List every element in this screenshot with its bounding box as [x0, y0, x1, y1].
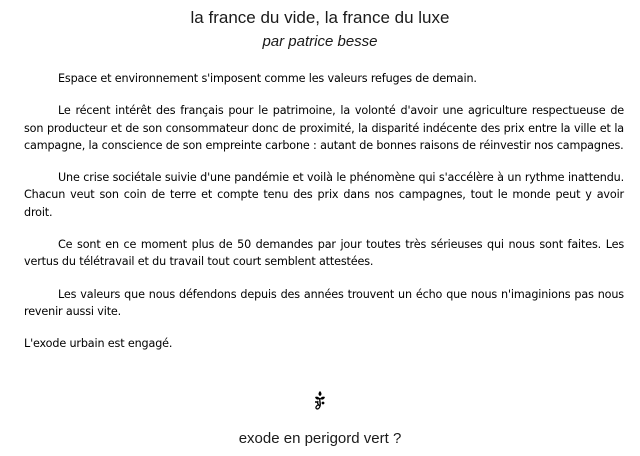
article-paragraph-5: Les valeurs que nous défendons depuis des années trouvent un écho que nous n'imaginions pas nous revenir aussi vite. — [24, 287, 624, 318]
article-body — [24, 70, 624, 368]
author-byline: par patrice besse — [262, 33, 378, 50]
article-paragraph-3: Une crise sociétale suivie d'une pandémie et voilà le phénomène qui s'accélère à un rythme inattendu. Chacun veut son coin de terre et compte tenu des prix dans nos campagnes, tout le monde peut y avoir droit. — [24, 171, 624, 219]
article-paragraph-4: Ce sont en ce moment plus de 50 demandes par jour toutes très sérieuses qui nous sont faites. Les vertus du télétravail et du travail tout court semblent attestées. — [24, 238, 624, 269]
article-paragraph-1: Espace et environnement s'imposent comme les valeurs refuges de demain. — [58, 72, 477, 85]
article-paragraph-6: L'exode urbain est engagé. — [24, 337, 173, 351]
page-title: la france du vide, la france du luxe — [190, 8, 450, 27]
article-paragraph-2: Le récent intérêt des français pour le patrimoine, la volonté d'avoir une agriculture respectueuse de son producteur et de son consommateur donc de proximité, la disparité indécente des prix entre la ville et la campagne, la conscience de son empreinte carbone : autant de bonnes raisons de réinvestir nos campagnes. — [24, 104, 624, 152]
floral-ornament-icon — [312, 390, 328, 410]
footer-link-text: exode en perigord vert ? — [238, 430, 402, 447]
